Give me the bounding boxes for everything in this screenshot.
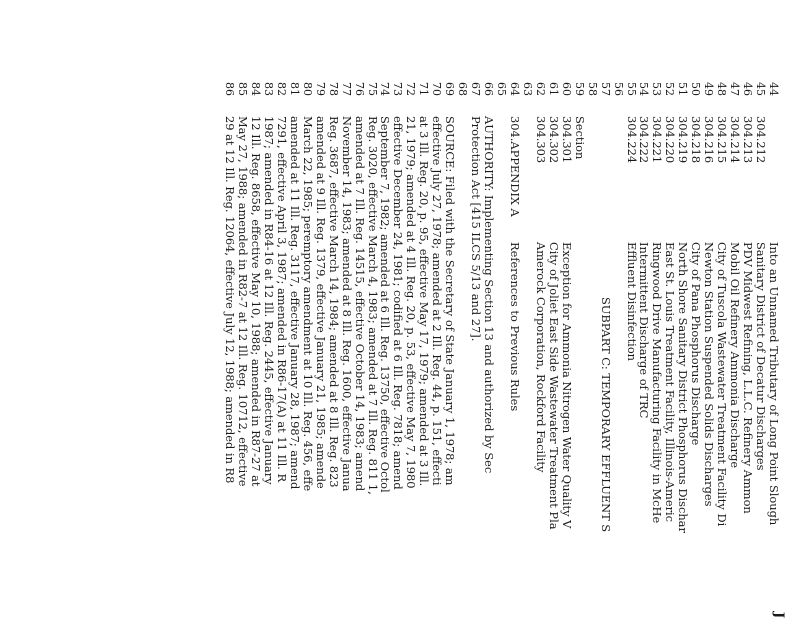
- line-number: 57: [598, 82, 612, 96]
- paragraph-text: 7291, effective April 3, 1987; amended in R86-17(A) at 11 Ill. R: [274, 116, 289, 483]
- line-number: 82: [274, 82, 288, 96]
- paragraph-text: effective July 27, 1978; amended at 2 Ill. Reg. 44, p. 151, effecti: [430, 116, 445, 486]
- line-number: 58: [585, 82, 599, 96]
- line-number: 60: [559, 82, 573, 96]
- paragraph-text: Reg. 3020, effective March 4, 1983; amended at 7 Ill. Reg. 811 1,: [365, 116, 380, 495]
- line-number: 86: [223, 82, 237, 96]
- line-number: 59: [572, 82, 586, 96]
- line-number: 47: [728, 82, 742, 96]
- line-number: 65: [495, 82, 509, 96]
- section-number: 304.212: [754, 116, 769, 164]
- section-title: Into an Unnamed Tributary of Long Point Slough: [767, 242, 781, 526]
- line-number: 62: [533, 82, 547, 96]
- line-number: 63: [520, 82, 534, 96]
- section-number: 304.215: [715, 116, 730, 164]
- line-number: 52: [663, 82, 677, 96]
- paragraph-text: amended at 11 Ill. Reg. 3117, effective January 28, 1987; amend: [287, 116, 302, 490]
- paragraph-text: 21, 1979; amended at 4 Ill. Reg. 20, p. 53, effective May 7, 1980: [404, 116, 419, 489]
- running-head: J: [771, 612, 786, 619]
- section-number: 304.APPENDIX A: [508, 116, 522, 217]
- line-number: 61: [546, 82, 560, 96]
- paragraph-text: at 3 Ill. Reg. 20, p. 95, effective May 17, 1979; amended at 3 Ill.: [417, 116, 432, 487]
- line-number: 79: [313, 82, 327, 96]
- line-number: 48: [715, 82, 729, 96]
- section-title: Amerock Corporation, Rockford Facility: [533, 242, 548, 473]
- line-number: 75: [365, 82, 379, 96]
- line-number: 49: [702, 82, 716, 96]
- line-number: 80: [300, 82, 314, 96]
- paragraph-text: effective December 24, 1981; codified at 6 Ill. Reg. 7818; amend: [391, 116, 406, 490]
- paragraph-text: 29 at 12 Ill. Reg. 12064, effective July 12, 1988; amended in R8: [223, 116, 238, 484]
- paragraph-text: 12 Ill. Reg. 8658, effective May 10, 1988; amended in R87-27 at: [249, 116, 263, 487]
- line-number: 45: [754, 82, 768, 96]
- section-title: East St. Louis Treatment Facility, Illinois-Americ: [663, 242, 678, 523]
- section-title: North Shore Sanitary District Phosphorus Dischar: [676, 242, 691, 533]
- paragraph-text: Reg. 3687, effective March 14, 1984; amended at 8 Ill. Reg. 823: [326, 116, 341, 488]
- section-number: 304.213: [741, 116, 756, 164]
- paragraph-text: 1987; amended in R84-16 at 12 Ill. Reg. 2445, effective January: [261, 116, 276, 485]
- section-number: 304.222: [637, 116, 652, 164]
- section-number: 304.220: [663, 116, 678, 164]
- line-number: 71: [417, 82, 431, 96]
- line-number: 78: [326, 82, 340, 96]
- line-number: 56: [611, 82, 625, 96]
- line-number: 83: [261, 82, 275, 96]
- section-title: Mobil Oil Refinery Ammonia Discharge: [728, 242, 743, 469]
- section-title: City of Pana Phosphorus Discharge: [689, 242, 704, 446]
- line-number: 54: [637, 82, 651, 96]
- paragraph-text: amended at 9 Ill. Reg. 1379, effective January 21, 1985; amende: [313, 116, 328, 489]
- rotated-page: [60, 82, 786, 642]
- line-number: 69: [443, 82, 457, 96]
- line-number: 81: [287, 82, 301, 96]
- line-number: 77: [339, 82, 353, 96]
- line-number: 51: [676, 82, 690, 96]
- section-number: 304.218: [689, 116, 704, 164]
- section-number: 304.224: [624, 116, 639, 164]
- section-number: 304.214: [728, 116, 743, 164]
- section-title: Sanitary District of Decatur Discharges: [754, 242, 769, 471]
- section-number: 304.216: [702, 116, 717, 164]
- line-number: 55: [624, 82, 638, 96]
- paragraph-text: September 7, 1982; amended at 6 Ill. Reg. 13750, effective Octol: [378, 116, 393, 493]
- line-number: 70: [430, 82, 444, 96]
- section-number: 304.303: [533, 116, 548, 164]
- line-number: 74: [378, 82, 392, 96]
- line-number: 44: [767, 82, 780, 96]
- section-number: 304.302: [546, 116, 561, 164]
- line-number: 85: [236, 82, 250, 96]
- paragraph-text: AUTHORITY: Implementing Section 13 and authorized by Sec: [482, 116, 497, 474]
- line-number: 46: [741, 82, 755, 96]
- line-number: 67: [469, 82, 483, 96]
- line-number: 64: [508, 82, 521, 96]
- section-title: City of Tuscola Wastewater Treatment Facility Di: [715, 242, 730, 527]
- section-title: References to Previous Rules: [508, 242, 522, 412]
- section-title: PDV Midwest Refining, L.L.C. Refinery Ammon: [741, 242, 756, 514]
- paragraph-text: SOURCE: Filed with the Secretary of State January 1, 1978; am: [443, 116, 458, 486]
- paragraph-text: amended at 7 Ill. Reg. 14515, effective October 14, 1983; amend: [352, 116, 367, 492]
- section-title: Effluent Disinfection: [624, 242, 639, 362]
- section-number: Section: [572, 116, 587, 160]
- line-number: 50: [689, 82, 703, 96]
- paragraph-text: Protection Act [415 ILCS 5/13 and 27].: [469, 116, 484, 342]
- line-number: 84: [249, 82, 262, 96]
- line-number: 68: [456, 82, 470, 96]
- section-title: City of Joliet East Side Wastewater Treatment Pla: [546, 242, 561, 530]
- paragraph-text: March 22, 1985; peremptory amendment at 10 Ill. Reg. 456, effe: [300, 116, 315, 492]
- section-number: 304.221: [650, 116, 665, 164]
- paragraph-text: May 27, 1988; amended in R82-7 at 12 Ill. Reg. 10712, effective: [236, 116, 251, 487]
- line-number: 53: [650, 82, 664, 96]
- section-number: 304.301: [559, 116, 574, 164]
- section-title: Intermittent Discharge of TRC: [637, 242, 652, 419]
- line-number: 73: [391, 82, 405, 96]
- line-number: 76: [352, 82, 366, 96]
- section-number: 304.219: [676, 116, 691, 164]
- paragraph-text: November 14, 1983; amended at 8 Ill. Reg. 1600, effective Janua: [339, 116, 354, 492]
- line-number: 72: [404, 82, 418, 96]
- section-title: SUBPART C: TEMPORARY EFFLUENT S: [598, 297, 613, 533]
- section-title: Newton Station Suspended Solids Discharges: [702, 242, 717, 507]
- section-title: Ringwood Drive Manufacturing Facility in McHe: [650, 242, 665, 524]
- line-number: 66: [482, 82, 496, 96]
- section-title: Exception for Ammonia Nitrogen Water Quality V: [559, 242, 574, 529]
